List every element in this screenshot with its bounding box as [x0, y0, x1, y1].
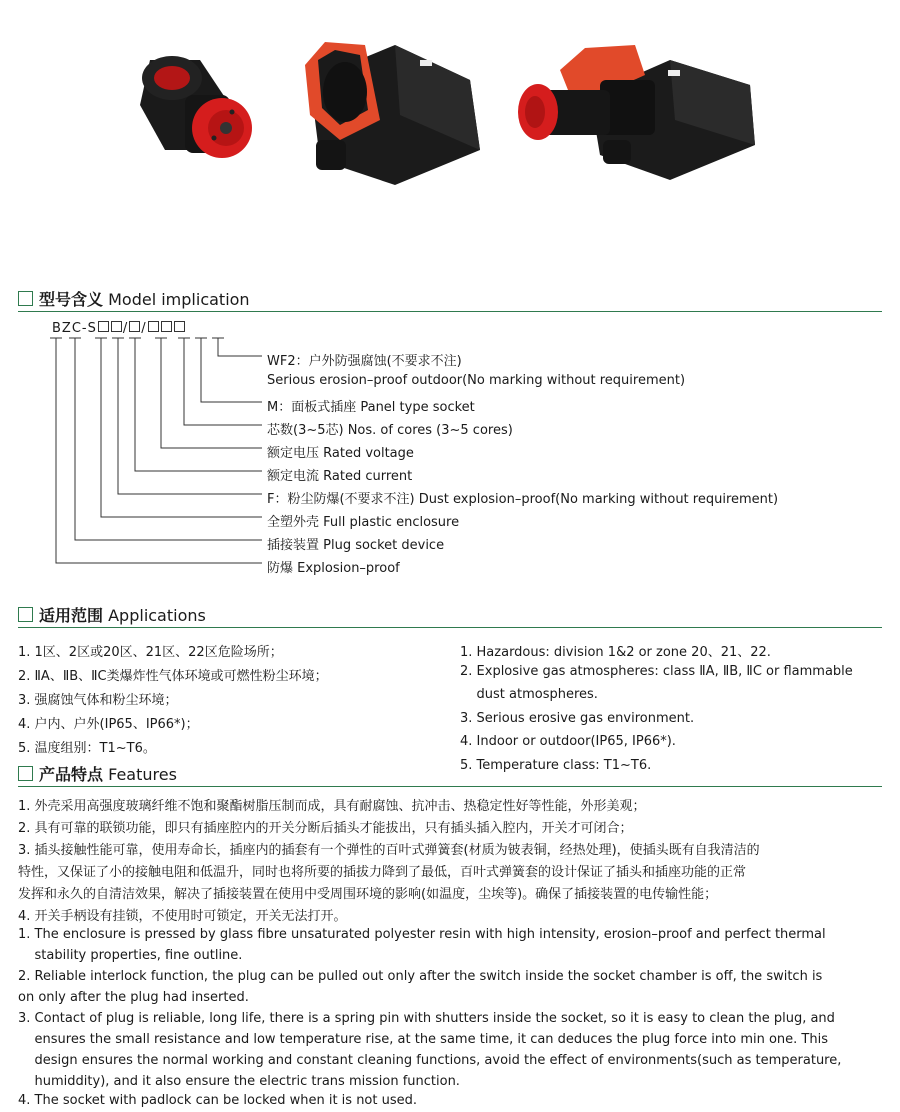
section-divider	[18, 311, 882, 312]
feature-en-1: 1. The enclosure is pressed by glass fibre unsaturated polyester resin with high intensity, erosion–proof and perfect thermal	[18, 927, 826, 942]
section-divider	[18, 627, 882, 628]
feature-zh-3-cont: 特性，又保证了小的接触电阻和低温升，同时也将所要的插拔力降到了最低，百叶式弹簧套的设计保证了插头和插座功能的正常	[18, 865, 747, 880]
model-code-slash: /	[141, 321, 147, 336]
feature-zh-4: 4. 开关手柄设有挂锁，不使用时可锁定，开关无法打开。	[18, 909, 347, 924]
feature-zh-3: 3. 插头接触性能可靠，使用寿命长，插座内的插套有一个弹性的百叶式弹簧套(材质为铍表铜，经热处理)，使插头既有自我清洁的	[18, 843, 760, 858]
feature-en-2: 2. Reliable interlock function, the plug can be pulled out only after the switch inside the socket chamber is off, the switch is	[18, 969, 823, 984]
application-zh-1: 1. 1区、2区或20区、21区、22区危险场所；	[18, 645, 283, 660]
feature-zh-1: 1. 外壳采用高强度玻璃纤维不饱和聚酯树脂压制而成，具有耐腐蚀、抗冲击、热稳定性好等性能，外形美观；	[18, 799, 646, 814]
checkbox-square-icon	[18, 607, 33, 622]
product-photos	[0, 0, 900, 260]
section-title-en: Applications	[108, 606, 206, 625]
feature-en-3-cont: ensures the small resistance and low temperature rise, at the same time, it can deduces the plug force into min one. This	[18, 1032, 828, 1047]
socket-image	[305, 42, 480, 185]
section-divider	[18, 786, 882, 787]
feature-en-1-cont: stability properties, fine outline.	[18, 948, 243, 963]
application-en-1: 1. Hazardous: division 1&2 or zone 20、21、22.	[460, 645, 771, 660]
model-line-explosion: 防爆 Explosion–proof	[267, 561, 400, 576]
application-zh-3: 3. 强腐蚀气体和粉尘环境；	[18, 693, 178, 708]
section-title-zh: 适用范围	[39, 606, 104, 625]
feature-en-4: 4. The socket with padlock can be locked when it is not used.	[18, 1093, 418, 1108]
section-header-model	[18, 287, 250, 310]
section-title-en: Features	[108, 765, 177, 784]
feature-en-3-cont2: design ensures the normal working and constant cleaning functions, avoid the effect of environments(such as temperature,	[18, 1053, 842, 1068]
feature-en-3-cont3: humiddity), and it also ensure the electric trans mission function.	[18, 1074, 460, 1089]
application-zh-2: 2. ⅡA、ⅡB、ⅡC类爆炸性气体环境或可燃性粉尘环境；	[18, 669, 328, 684]
plug-image	[140, 56, 252, 158]
application-en-2-cont: dust atmospheres.	[460, 687, 598, 702]
model-code-prefix: BZC-S	[52, 321, 97, 336]
section-title-en: Model implication	[108, 290, 250, 309]
feature-zh-2: 2. 具有可靠的联锁功能，即只有插座腔内的开关分断后插头才能拔出，只有插头插入腔内，开关才可闭合；	[18, 821, 633, 836]
model-line-wf2-en: Serious erosion–proof outdoor(No marking without requirement)	[267, 373, 686, 388]
model-line-cores: 芯数(3~5芯) Nos. of cores (3~5 cores)	[267, 423, 513, 438]
application-en-3: 3. Serious erosive gas environment.	[460, 711, 695, 726]
model-line-enclosure: 全塑外壳 Full plastic enclosure	[267, 515, 460, 530]
model-tree-lines	[0, 330, 300, 570]
feature-en-2-cont: on only after the plug had inserted.	[18, 990, 249, 1005]
checkbox-square-icon	[18, 291, 33, 306]
model-code-slash: /	[122, 321, 129, 336]
section-title-zh: 型号含义	[39, 290, 104, 309]
checkbox-square-icon	[18, 766, 33, 781]
section-header-features	[18, 762, 177, 785]
feature-en-3: 3. Contact of plug is reliable, long life, there is a spring pin with shutters inside the socket, so it is easy to clean the plug, and	[18, 1011, 835, 1026]
model-line-current: 额定电流 Rated current	[267, 469, 413, 484]
model-line-plug-socket: 插接装置 Plug socket device	[267, 538, 445, 553]
assembled-image	[518, 45, 755, 180]
feature-zh-3-cont2: 发挥和永久的自清洁效果，解决了插接装置在使用中受周围环境的影响(如温度，尘埃等)。确保了插接装置的电传输性能；	[18, 887, 718, 902]
model-line-panel: M：面板式插座 Panel type socket	[267, 400, 475, 415]
application-zh-5: 5. 温度组别：T1~T6。	[18, 741, 156, 756]
model-line-dust: F：粉尘防爆(不要求不注) Dust explosion–proof(No marking without requirement)	[267, 492, 779, 507]
section-header-applications	[18, 603, 206, 626]
section-title-zh: 产品特点	[39, 765, 104, 784]
model-line-voltage: 额定电压 Rated voltage	[267, 446, 414, 461]
application-en-2: 2. Explosive gas atmospheres: class ⅡA, ⅡB, ⅡC or flammable	[460, 664, 853, 679]
application-en-4: 4. Indoor or outdoor(IP65, IP66*).	[460, 734, 676, 749]
application-zh-4: 4. 户内、户外(IP65、IP66*)；	[18, 717, 199, 732]
application-en-5: 5. Temperature class: T1~T6.	[460, 758, 652, 773]
model-line-wf2: WF2：户外防强腐蚀(不要求不注)	[267, 354, 462, 369]
